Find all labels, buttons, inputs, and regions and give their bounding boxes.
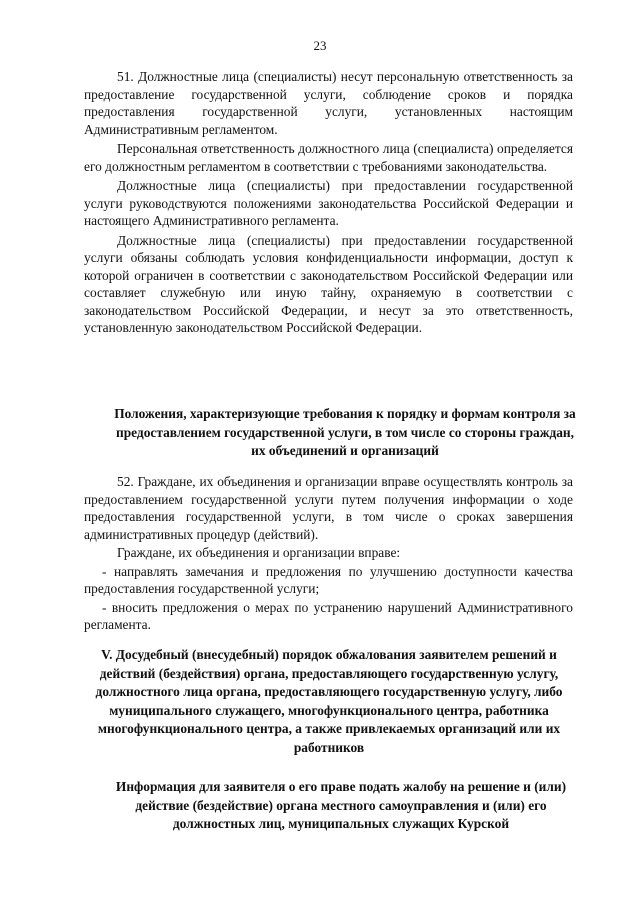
section-heading-complaint-info: Информация для заявителя о его праве подать жалобу на решение и (или) действие (бездействие) органа местного самоуправления и (или) его должностных лиц, муниципальных служащих Курской [115,779,567,831]
paragraph-51: 51. Должностные лица (специалисты) несут персональную ответственность за предоставление государственной услуги, соблюдение сроков и порядка предоставления государственной услуги, установленных настоящим Административным регламентом. [84,69,573,137]
list-item-proposals: - вносить предложения о мерах по устранению нарушений Административного регламента. [84,599,573,632]
list-item-remarks: - направлять замечания и предложения по улучшению доступности качества предоставления государственной услуги; [84,563,573,596]
page-number: 23 [313,38,327,53]
paragraph-citizens-rights: Граждане, их объединения и организации вправе: [117,545,401,560]
section-citizen-control [84,473,573,635]
chapter-heading-v: V. Досудебный (внесудебный) порядок обжалования заявителем решений и действий (бездействия) органа, предоставляющего государственную услугу, должностного лица органа, предоставляющего государственную услугу, либо муниципального служащего, многофункционального центра, работника многофункционального центра, а также привлекаемых организаций или их работников [95,647,563,755]
paragraph-guided-by-law: Должностные лица (специалисты) при предоставлении государственной услуги руководствуются положениями законодательства Российской Федерации и настоящего Административного регламента. [84,178,573,228]
section-responsibility [84,68,573,339]
paragraph-52: 52. Граждане, их объединения и организации вправе осуществлять контроль за предоставлением государственной услуги путем получения информации о ходе предоставления государственной услуги, в том числе о сроках завершения административных процедур (действий). [84,474,573,542]
paragraph-confidentiality: Должностные лица (специалисты) при предоставлении государственной услуги обязаны соблюдать условия конфиденциальности информации, доступ к которой ограничен в соответствии с законодательством Российской Федерации или составляет служебную или иную тайну, охраняемую в соответствии с законодательством Российской Федерации, и несут за это ответственность, установленную законодательством Российской Федерации. [84,232,573,335]
paragraph-personal-responsibility: Персональная ответственность должностного лица (специалиста) определяется его должностным регламентом в соответствии с требованиями законодательства. [84,141,573,174]
section-heading-control: Положения, характеризующие требования к порядку и формам контроля за предоставлением государственной услуги, в том числе со стороны граждан, их объединений и организаций [114,406,576,458]
